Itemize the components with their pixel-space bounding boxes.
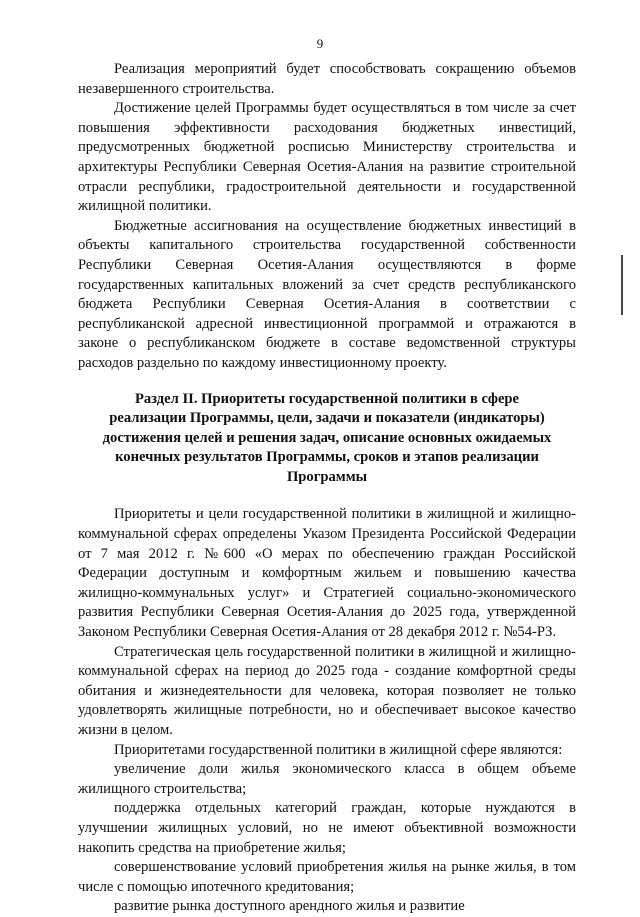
paragraph-strategic-goal: Стратегическая цель государственной политики в жилищной и жилищно-коммунальной сферах на период до 2025 года - создание комфортной среды обитания и жизнедеятельности для человека, которая позволяет не только удовлетворять жилищные потребности, но и обеспечивает высокое качество жизни в целом. bbox=[78, 643, 576, 738]
paragraph-budget-allocations: Бюджетные ассигнования на осуществление бюджетных инвестиций в объекты капитального строительства государственной собственности Республики Северная Осетия-Алания осуществляются в форме государственных капитальных вложений за счет средств республиканского бюджета Республики Северная Осетия-Алания в соответствии с республиканской адресной инвестиционной программой и отражаются в законе о республиканском бюджете в составе ведомственной структуры расходов раздельно по каждому инвестиционному проекту. bbox=[78, 217, 576, 371]
section-heading-line: достижения целей и решения задач, описание основных ожидаемых bbox=[102, 429, 552, 446]
page-number: 9 bbox=[316, 36, 324, 51]
paragraph-priorities-intro: Приоритетами государственной политики в жилищной сфере являются: bbox=[114, 741, 563, 758]
paragraph-unfinished-construction: Реализация мероприятий будет способствовать сокращению объемов незавершенного строительства. bbox=[78, 61, 576, 97]
section-heading-line: реализации Программы, цели, задачи и показатели (индикаторы) bbox=[109, 410, 545, 427]
list-item-citizen-support: поддержка отдельных категорий граждан, которые нуждаются в улучшении жилищных условий, но не имеют объективной возможности накопить средства на приобретение жилья; bbox=[78, 800, 576, 856]
list-item-rental-housing: развитие рынка доступного арендного жилья и развитие bbox=[114, 898, 465, 915]
margin-mark bbox=[621, 255, 623, 315]
section-heading-line: конечных результатов Программы, сроков и этапов реализации bbox=[115, 449, 539, 466]
paragraph-program-goals: Достижение целей Программы будет осуществляться в том числе за счет повышения эффективности расходования бюджетных инвестиций, предусмотренных бюджетной росписью Министерству строительства и архитектуры Республики Северная Осетия-Алания на развитие строительной отрасли республики, градостроительной деятельности и государственной жилищной политики. bbox=[78, 100, 576, 215]
list-item-economy-housing: увеличение доли жилья экономического класса в общем объеме жилищного строительства; bbox=[78, 761, 576, 797]
document-body bbox=[78, 60, 576, 917]
section-heading bbox=[78, 390, 576, 488]
section-heading-line: Программы bbox=[286, 468, 368, 485]
list-item-mortgage: совершенствование условий приобретения жилья на рынке жилья, в том числе с помощью ипотечного кредитования; bbox=[78, 859, 576, 895]
paragraph-priorities-decree: Приоритеты и цели государственной политики в жилищной и жилищно-коммунальной сферах определены Указом Президента Российской Федерации от 7 мая 2012 г. №600 «О мерах по обеспечению граждан Российской Федерации доступным и комфортным жильем и повышению качества жилищно-коммунальных услуг» и Стратегией социально-экономического развития Республики Северная Осетия-Алания до 2025 года, утвержденной Законом Республики Северная Осетия-Алания от 28 декабря 2012 г. №54-РЗ. bbox=[78, 506, 576, 641]
section-heading-line: Раздел II. Приоритеты государственной политики в сфере bbox=[134, 390, 520, 407]
